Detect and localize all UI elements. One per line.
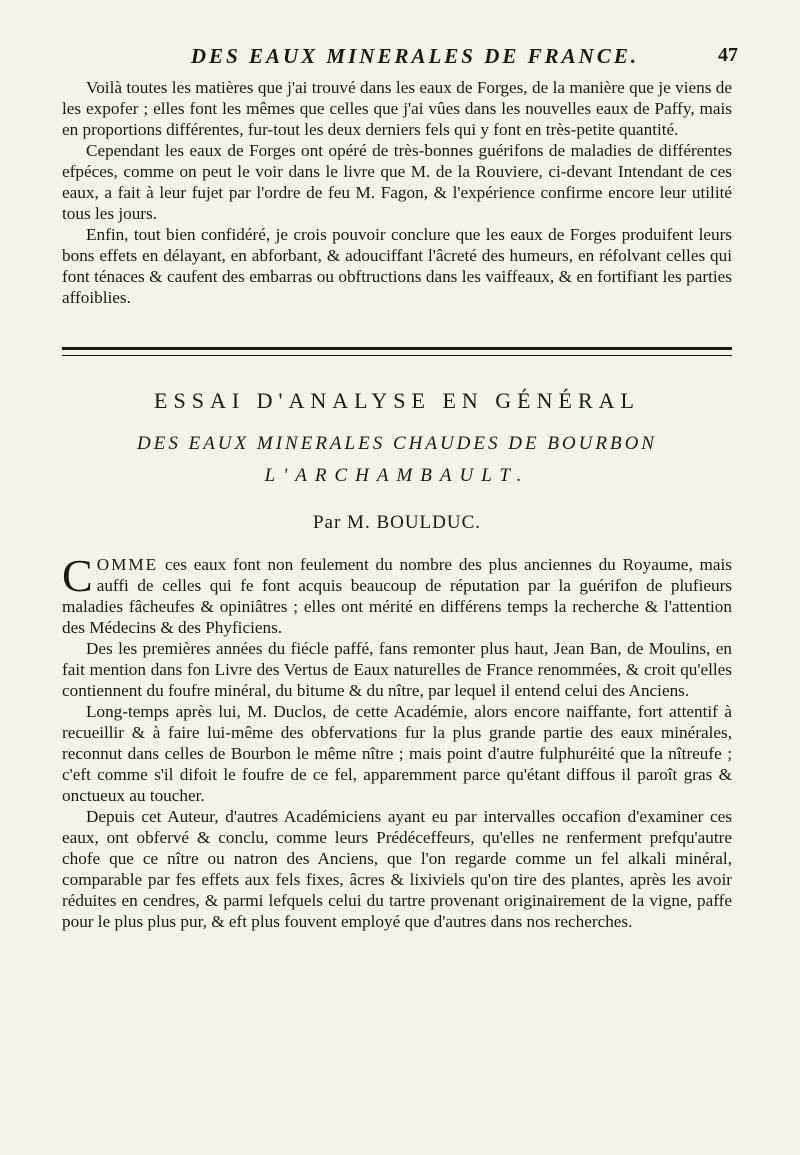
running-head: DES EAUX MINERALES DE FRANCE. [190,44,640,68]
section-title: ESSAI D'ANALYSE EN GÉNÉRAL [154,388,640,413]
intro-paragraph-2: Cependant les eaux de Forges ont opéré de très-bonnes guérifons de maladies de différentes efpéces, comme on peut le voir dans le livre que M. de la Rouviere, ci-devant Intendant de ces eaux, a fait à leur fujet par l'ordre de feu M. Fagon, & l'expérience confirme encore leur utilité tous les jours. [62,141,732,223]
intro-paragraph-3: Enfin, tout bien confidéré, je crois pouvoir conclure que les eaux de Forges produifent leurs bons effets en délayant, en abforbant, & adouciffant l'âcreté des humeurs, en réfolvant celles qui font ténaces & caufent des embarras ou obftructions dans les vaiffeaux, & en fortifiant les parties affoiblies. [62,225,732,307]
intro-text [62,77,732,308]
essay-paragraph-2: Des les premières années du fiécle paffé, fans remonter plus haut, Jean Ban, de Moulins, en fait mention dans fon Livre des Vertus de Eaux naturelles de France renommées, & croit qu'elles contiennent du foufre minéral, du bitume & du nître, par lequel il entend celui des Anciens. [62,639,732,700]
essay-first-word: OMME [96,555,159,574]
essay-paragraph-4: Depuis cet Auteur, d'autres Académiciens ayant eu par intervalles occafion d'examiner ces eaux, ont obfervé & conclu, comme leurs Prédéceffeurs, qu'elles ne renferment prefqu'autre chofe que ce nître ou natron des Anciens, que l'on regarde comme un fel alkali minéral, comparable par fes effets aux fels fixes, âcres & lixiviels qu'on tire des plantes, après les avoir réduites en cendres, & parmi lefquels celui du tartre provenant originairement de la vigne, paffe pour le plus plus pur, & eft plus fouvent employé que d'autres dans nos recherches. [62,807,732,931]
section-subtitle-line-2: L'ARCHAMBAULT. [264,465,530,486]
essay-paragraph-1 [62,550,732,638]
page-number: 47 [718,44,738,66]
drop-cap: C [62,550,93,601]
essay-paragraph-1-text: ces eaux font non feulement du nombre des plus anciennes du Royaume, mais auffi de celles qui fe font acquis beaucoup de réputation par la guérifon de plufieurs maladies fâcheufes & opiniâtres ; elles ont mérité en différens temps la recherche & l'attention des Médecins & des Phyficiens. [62,555,732,637]
essay-text [62,550,732,932]
intro-paragraph-1: Voilà toutes les matières que j'ai trouvé dans les eaux de Forges, de la manière que je viens de les expofer ; elles font les mêmes que celles que j'ai vûes dans les nouvelles eaux de Paffy, mais en proportions différentes, fur-tout les deux derniers fels qui y font en très-petite quantité. [62,78,732,139]
section-subtitle-line-1: DES EAUX MINERALES CHAUDES DE BOURBON [137,433,657,454]
essay-paragraph-3: Long-temps après lui, M. Duclos, de cette Académie, alors encore naiffante, fort attentif à recueillir & à faire lui-même des obfervations fur la plus grande partie des eaux minérales, reconnut dans celles de Bourbon le même nître ; mais point d'autre fulphuréité que la nîtreufe ; c'eft comme s'il difoit le foufre de ce fel, apparemment parce qu'étant diffous il paroît gras & onctueux au toucher. [62,702,732,805]
section-divider-rule [62,347,732,356]
author-byline: Par M. BOULDUC. [312,512,482,533]
